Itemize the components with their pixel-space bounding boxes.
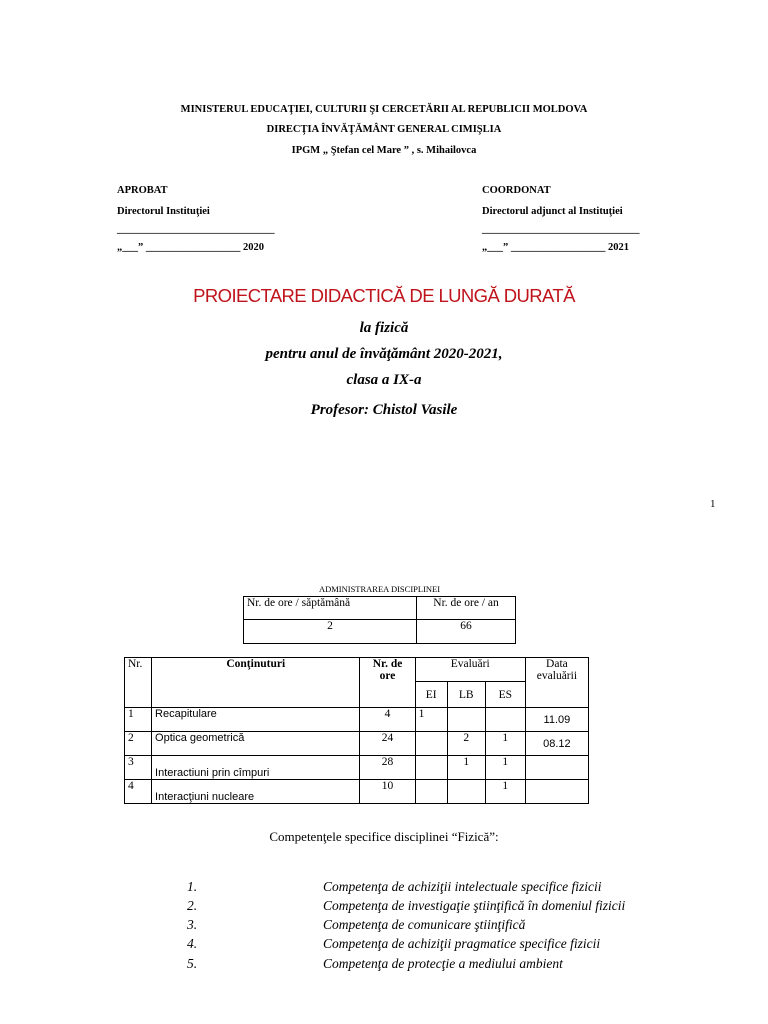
row-content: Interacţiuni nucleare bbox=[152, 780, 360, 804]
competence-text: Competenţa de comunicare ştiinţifică bbox=[323, 917, 526, 932]
coordinated-date: „___” __________________ 2021 bbox=[482, 242, 629, 253]
table-row bbox=[125, 732, 589, 756]
row-es: 1 bbox=[485, 756, 525, 780]
row-date: 11.09 bbox=[525, 708, 588, 732]
school-year-line: pentru anul de învăţământ 2020-2021, bbox=[265, 346, 503, 362]
competences-title: Competenţele specifice disciplinei “Fizică”: bbox=[269, 829, 499, 844]
competence-number: 5. bbox=[187, 956, 198, 971]
header-lb: LB bbox=[447, 682, 485, 708]
row-ei bbox=[415, 780, 447, 804]
row-ei: 1 bbox=[415, 708, 447, 732]
approved-signature-line: ______________________________ bbox=[117, 224, 275, 235]
document-title: PROIECTARE DIDACTICĂ DE LUNGĂ DURATĂ bbox=[193, 285, 575, 306]
row-es: 1 bbox=[485, 780, 525, 804]
row-lb: 2 bbox=[447, 732, 485, 756]
page-number: 1 bbox=[710, 498, 716, 510]
header-date: Data evaluării bbox=[525, 658, 588, 708]
weekly-hours-header: Nr. de ore / săptămână bbox=[244, 597, 417, 620]
row-nr: 3 bbox=[125, 756, 152, 780]
competence-text: Competenţa de investigaţie ştiinţifică în domeniul fizicii bbox=[323, 898, 626, 913]
row-hours: 28 bbox=[360, 756, 415, 780]
header-es: ES bbox=[485, 682, 525, 708]
approved-role: Directorul Instituţiei bbox=[117, 206, 210, 217]
row-ei bbox=[415, 756, 447, 780]
table-row bbox=[125, 780, 589, 804]
header-content: Conţinuturi bbox=[152, 658, 360, 708]
row-date bbox=[525, 780, 588, 804]
yearly-hours-value: 66 bbox=[417, 620, 516, 644]
ministry-name: MINISTERUL EDUCAŢIEI, CULTURII ŞI CERCETĂRII AL REPUBLICII MOLDOVA bbox=[180, 104, 588, 115]
row-hours: 10 bbox=[360, 780, 415, 804]
competence-number: 4. bbox=[187, 936, 198, 951]
administration-caption: ADMINISTRAREA DISCIPLINEI bbox=[318, 584, 441, 594]
row-content: Interactiuni prin cîmpuri bbox=[152, 756, 360, 780]
row-content: Recapitulare bbox=[152, 708, 360, 732]
directorate-name: DIRECŢIA ÎNVĂŢĂMÂNT GENERAL CIMIŞLIA bbox=[266, 124, 502, 135]
teacher-line: Profesor: Chistol Vasile bbox=[310, 402, 458, 418]
row-hours: 24 bbox=[360, 732, 415, 756]
school-name: IPGM „ Ştefan cel Mare ” , s. Mihailovca bbox=[291, 145, 477, 156]
row-date: 08.12 bbox=[525, 732, 588, 756]
weekly-hours-value: 2 bbox=[244, 620, 417, 644]
table-row bbox=[125, 708, 589, 732]
approved-date: „___” __________________ 2020 bbox=[117, 242, 264, 253]
competence-text: Competenţa de achiziţii pragmatice specifice fizicii bbox=[323, 936, 601, 951]
table-row bbox=[125, 756, 589, 780]
competence-number: 2. bbox=[187, 898, 198, 913]
row-date bbox=[525, 756, 588, 780]
row-es: 1 bbox=[485, 732, 525, 756]
row-lb: 1 bbox=[447, 756, 485, 780]
competence-text: Competenţa de protecţie a mediului ambient bbox=[323, 956, 563, 971]
row-lb bbox=[447, 780, 485, 804]
row-ei bbox=[415, 732, 447, 756]
coordinated-role: Directorul adjunct al Instituţiei bbox=[482, 206, 623, 217]
competence-number: 3. bbox=[187, 917, 198, 932]
header-hours: Nr. de ore bbox=[360, 658, 415, 708]
coordinated-title: COORDONAT bbox=[482, 185, 551, 196]
header-ei: EI bbox=[415, 682, 447, 708]
class-line: clasa a IX-a bbox=[346, 372, 422, 388]
subject-line: la fizică bbox=[359, 320, 409, 336]
competence-text: Competenţa de achiziţii intelectuale specifice fizicii bbox=[323, 879, 602, 894]
contents-table bbox=[124, 657, 589, 804]
row-lb bbox=[447, 708, 485, 732]
header-evaluations: Evaluări bbox=[415, 658, 525, 682]
yearly-hours-header: Nr. de ore / an bbox=[417, 597, 516, 620]
coordinated-signature-line: ______________________________ bbox=[482, 224, 640, 235]
row-hours: 4 bbox=[360, 708, 415, 732]
row-nr: 4 bbox=[125, 780, 152, 804]
header-nr: Nr. bbox=[125, 658, 152, 708]
approved-title: APROBAT bbox=[117, 185, 168, 196]
row-nr: 1 bbox=[125, 708, 152, 732]
row-content: Optica geometrică bbox=[152, 732, 360, 756]
row-es bbox=[485, 708, 525, 732]
row-nr: 2 bbox=[125, 732, 152, 756]
competence-number: 1. bbox=[187, 879, 198, 894]
administration-table bbox=[243, 596, 516, 644]
